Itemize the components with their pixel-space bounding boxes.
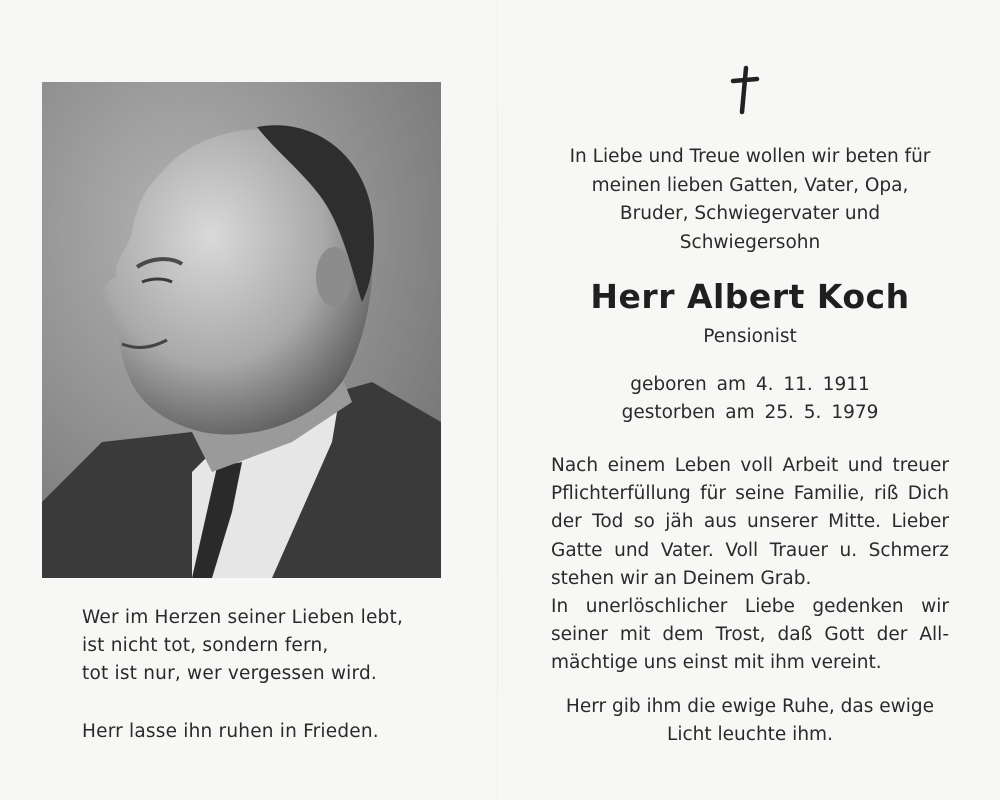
prayer-text: Herr lasse ihn ruhen in Frieden.	[82, 721, 379, 742]
verse-line: tot ist nur, wer vergessen wird.	[82, 663, 378, 684]
closing-line: Herr gib ihm die ewige Ruhe, das ewige	[565, 696, 935, 717]
eulogy-line: stehen wir an Deinem Grab.	[551, 567, 812, 589]
prayer-line	[82, 718, 422, 746]
verse-line: ist nicht tot, sondern fern,	[82, 635, 329, 656]
intro-line: meinen lieben Gatten, Vater, Opa,	[591, 174, 909, 196]
intro-line: In Liebe und Treue wollen wir beten für	[569, 146, 931, 167]
verse-line: Wer im Herzen seiner Lieben lebt,	[82, 607, 404, 628]
closing-line: Licht leuchte ihm.	[667, 724, 833, 745]
birth-date: geboren am 4. 11. 1911	[630, 374, 870, 395]
intro-text	[530, 143, 970, 257]
eulogy-line: mächtige uns einst mit ihm vereint.	[551, 652, 882, 674]
eulogy-line: In unerlöschlicher Liebe gedenken wir	[551, 596, 949, 618]
intro-line: Bruder, Schwiegervater und	[619, 203, 881, 224]
deceased-name: Herr Albert Koch	[590, 277, 910, 316]
eulogy-line: Nach einem Leben voll Arbeit und treuer	[551, 455, 949, 476]
closing-prayer	[530, 693, 970, 749]
intro-line: Schwiegersohn	[679, 231, 821, 253]
eulogy-line: seiner mit dem Trost, daß Gott der All-	[551, 624, 949, 646]
occupation: Pensionist	[703, 326, 797, 347]
card-fold	[497, 0, 498, 800]
portrait-photo	[42, 82, 441, 578]
eulogy-text	[551, 452, 949, 678]
cross-icon	[724, 64, 764, 116]
eulogy-line: Pflichterfüllung für seine Familie, riß Dich	[551, 483, 949, 505]
portrait-image	[42, 82, 441, 578]
eulogy-line: der Tod so jäh aus unserer Mitte. Lieber	[551, 511, 949, 533]
memorial-verse	[82, 604, 422, 688]
death-date: gestorben am 25. 5. 1979	[621, 402, 879, 423]
life-dates	[530, 371, 970, 427]
eulogy-line: Gatte und Vater. Voll Trauer u. Schmerz	[551, 539, 949, 561]
